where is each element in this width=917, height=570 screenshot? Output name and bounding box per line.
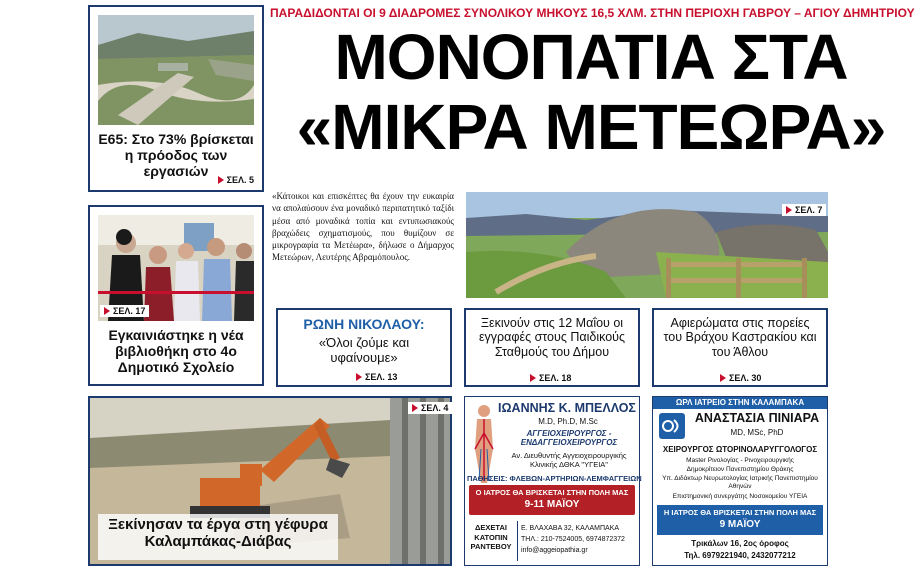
piniara-banner-line2: 9 ΜΑΪΟΥ bbox=[719, 519, 761, 530]
bellos-conditions: ΠΑΘΗΣΕΙΣ: ΦΛΕΒΩΝ-ΑΡΤΗΡΙΩΝ-ΛΕΜΦΑΓΓΕΙΩΝ bbox=[467, 474, 642, 483]
piniara-phone: Τηλ. 6979221940, 2432077212 bbox=[684, 551, 796, 560]
ent-clinic-logo-icon bbox=[659, 413, 685, 439]
bridge-caption: Ξεκίνησαν τα έργα στη γέφυρα Καλαμπάκας-Διάβας bbox=[108, 516, 328, 551]
e65-story[interactable] bbox=[88, 5, 264, 192]
headline[interactable] bbox=[270, 22, 912, 162]
e65-caption: Ε65: Στο 73% βρίσκεται η πρόοδος των εργασιών bbox=[98, 131, 254, 180]
bridge-story[interactable] bbox=[88, 396, 452, 566]
vascular-figure-icon bbox=[469, 403, 499, 485]
piniara-degrees: MD, MSc, PhD bbox=[730, 428, 784, 437]
library-page-ref: ΣΕΛ. 17 bbox=[100, 305, 149, 317]
piniara-name: ΑΝΑΣΤΑΣΙΑ ΠΙΝΙΑΡΑ bbox=[694, 411, 820, 425]
piniara-line1: Master Ρινολογίας - Ρινοχειρουργικής bbox=[686, 457, 794, 464]
lead-text: «Κάτοικοι και επισκέπτες θα έχουν την ευκαιρία να απολαύσουν ένα μοναδικό περιπατητικό ταξίδι μέσα από μοναδικά τοπία και εντυπωσιακούς βραχώδεις σχηματισμούς, που θυμίζουν σε μικρογραφία τα Μετέωρα», δήλωσε ο Δήμαρχος Μετεώρων, Λευτέρης Αβραμόπουλος. bbox=[272, 191, 454, 263]
piniara-address: Τρικάλων 16, 2ος όροφος bbox=[691, 539, 789, 548]
headline-line1: ΜΟΝΟΠΑΤΙΑ ΣΤΑ bbox=[334, 21, 848, 93]
bellos-degrees: M.D, Ph.D, M.Sc bbox=[538, 417, 598, 426]
nursery-page-ref: ΣΕΛ. 18 bbox=[530, 373, 571, 383]
bellos-contact-divider bbox=[517, 521, 518, 561]
bellos-address: Ε. ΒΛΑΧΑΒΑ 32, ΚΑΛΑΜΠΑΚΑ bbox=[521, 525, 620, 532]
roni-story[interactable] bbox=[276, 308, 452, 387]
tributes-page-ref: ΣΕΛ. 30 bbox=[720, 373, 761, 383]
library-caption: Εγκαινιάστηκε η νέα βιβλιοθήκη στο 4ο Δημοτικό Σχολείο bbox=[108, 327, 244, 376]
e65-highway-photo bbox=[98, 15, 254, 125]
e65-page-ref: ΣΕΛ. 5 bbox=[218, 175, 254, 185]
bellos-specialty: ΑΓΓΕΙΟΧΕΙΡΟΥΡΓΟΣ - ΕΝΔΑΓΓΕΙΟΧΕΙΡΟΥΡΓΟΣ bbox=[520, 429, 618, 447]
bellos-appointment: ΔΕΧΕΤΑΙ ΚΑΤΟΠΙΝ ΡΑΝΤΕΒΟΥ bbox=[470, 523, 512, 551]
ad-piniara[interactable] bbox=[652, 396, 828, 566]
ad-bellos[interactable] bbox=[464, 396, 640, 566]
bellos-banner-line1: Ο ΙΑΤΡΟΣ ΘΑ ΒΡΙΣΚΕΤΑΙ ΣΤΗΝ ΠΟΛΗ ΜΑΣ bbox=[475, 488, 629, 497]
bellos-visit-banner bbox=[469, 485, 635, 515]
bellos-position: Αν. Διευθυντής Αγγειοχειρουργικής Κλινικής ΔΘΚΑ "ΥΓΕΙΑ" bbox=[511, 451, 627, 469]
main-landscape-photo[interactable] bbox=[466, 192, 828, 298]
piniara-line2: Δημοκρίτειον Πανεπιστημίου Θράκης bbox=[686, 466, 794, 473]
supertitle: ΠΑΡΑΔΙΔΟΝΤΑΙ ΟΙ 9 ΔΙΑΔΡΟΜΕΣ ΣΥΝΟΛΙΚΟΥ ΜΗΚΟΥΣ 16,5 ΧΛΜ. ΣΤΗΝ ΠΕΡΙΟΧΗ ΓΑΒΡΟΥ – ΑΓΙΟΥ ΔΗΜΗΤΡΙΟΥ bbox=[270, 6, 915, 20]
piniara-header: ΩΡΛ ΙΑΤΡΕΙΟ ΣΤΗΝ ΚΑΛΑΜΠΑΚΑ bbox=[653, 397, 827, 409]
tributes-story[interactable] bbox=[652, 308, 828, 387]
roni-name: ΡΩΝΗ ΝΙΚΟΛΑΟΥ: bbox=[303, 316, 425, 332]
piniara-line3: Υπ. Διδάκτωρ Νευρωτολογίας Ιατρικής Πανεπιστημίου Αθηνών bbox=[662, 475, 818, 490]
piniara-visit-banner bbox=[657, 505, 823, 535]
nursery-text: Ξεκινούν στις 12 Μαΐου οι εγγραφές στους Παιδικούς Σταθμούς του Δήμου bbox=[478, 316, 626, 359]
bellos-name: ΙΩΑΝΝΗΣ Κ. ΜΠΕΛΛΟΣ bbox=[498, 401, 636, 415]
headline-line2: «ΜΙΚΡΑ ΜΕΤΕΩΡΑ» bbox=[296, 91, 886, 163]
tributes-text: Αφιερώματα στις πορείες του Βράχου Καστρακίου και του Άθλου bbox=[663, 316, 817, 359]
nursery-story[interactable] bbox=[464, 308, 640, 387]
roni-quote: «Όλοι ζούμε και υφαίνουμε» bbox=[318, 335, 410, 365]
roni-page-ref: ΣΕΛ. 13 bbox=[356, 372, 397, 382]
piniara-banner-line1: Η ΙΑΤΡΟΣ ΘΑ ΒΡΙΣΚΕΤΑΙ ΣΤΗΝ ΠΟΛΗ ΜΑΣ bbox=[663, 508, 817, 517]
library-story[interactable] bbox=[88, 205, 264, 386]
bellos-banner-line2: 9-11 ΜΑΪΟΥ bbox=[524, 499, 580, 510]
bellos-phone: ΤΗΛ.: 210-7524005, 6974872372 bbox=[521, 536, 625, 543]
piniara-specialty: ΧΕΙΡΟΥΡΓΟΣ ΩΤΟΡΙΝΟΛΑΡΥΓΓΟΛΟΓΟΣ bbox=[662, 445, 818, 454]
bellos-email: info@aggeiopathia.gr bbox=[521, 547, 588, 554]
main-photo-page-ref: ΣΕΛ. 7 bbox=[782, 204, 826, 216]
bridge-page-ref: ΣΕΛ. 4 bbox=[408, 402, 452, 414]
piniara-line4: Επιστημονική συνεργάτης Νοσοκομείου ΥΓΕΙΑ bbox=[672, 493, 808, 500]
